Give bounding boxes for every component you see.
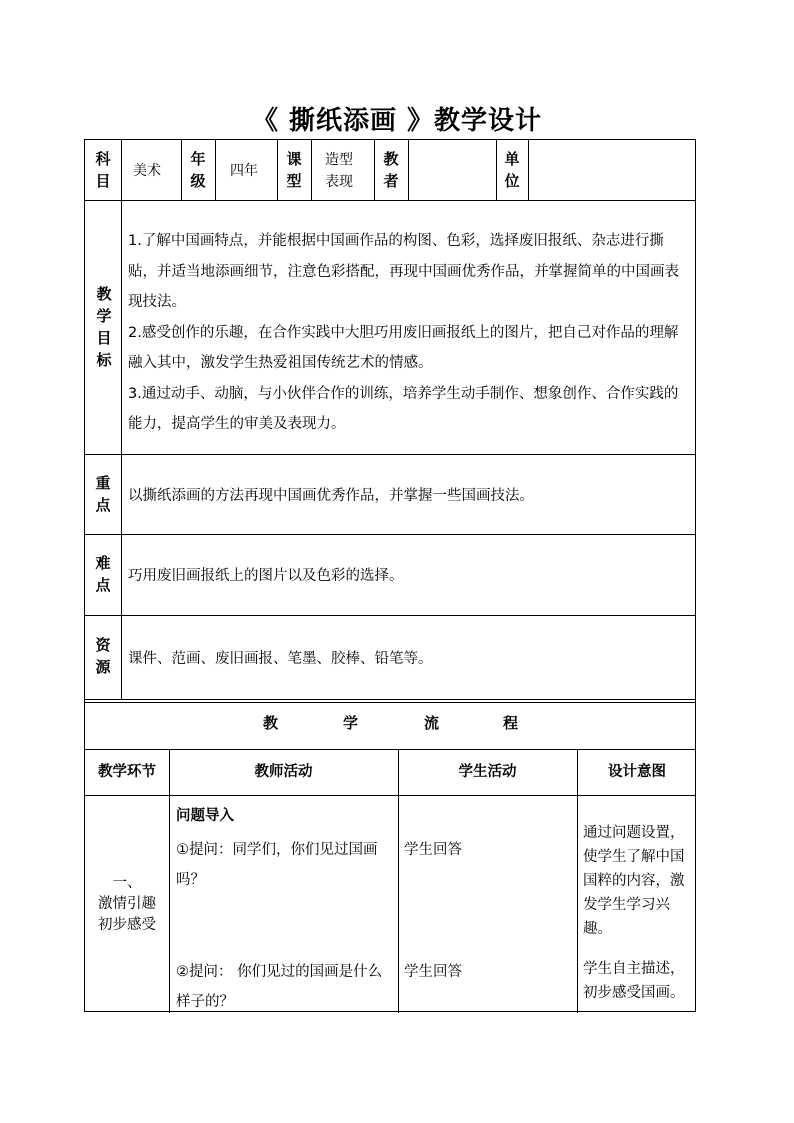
lesson-plan-table [84, 139, 696, 1012]
row-divider [85, 615, 695, 616]
teacher-question: ①提问：同学们，你们见过国画吗？ [176, 842, 378, 888]
col-divider [528, 140, 529, 200]
flow-title-char: 程 [503, 714, 519, 732]
objectives-label: 教学目标 [96, 285, 112, 369]
row-divider [85, 454, 695, 455]
student-answer: 学生回答 [404, 964, 462, 980]
col-divider [169, 749, 170, 1013]
subject-value: 美术 [133, 163, 161, 179]
objective-item: 3.通过动手、动脑，与小伙伴合作的训练，培养学生动手制作、想象创作、合作实践的能力，提高学生的审美及表现力。 [128, 385, 679, 432]
grade-label: 年级 [190, 150, 206, 190]
teacher-label: 教者 [383, 150, 399, 190]
row-divider [85, 534, 695, 535]
subject-label: 科目 [95, 150, 111, 190]
row-divider [85, 702, 695, 703]
difficulty-text: 巧用废旧画报纸上的图片以及色彩的选择。 [128, 568, 404, 584]
flow-title-char: 流 [424, 714, 440, 732]
resources-text: 课件、范画、废旧画报、笔墨、胶棒、铅笔等。 [128, 651, 433, 667]
document-title: 《 撕纸添画 》教学设计 [251, 106, 543, 136]
teacher-question: ②提问： 你们见过的国画是什么样子的？ [176, 964, 383, 1010]
col-divider [311, 140, 312, 200]
col-divider [577, 749, 578, 1013]
row-divider [85, 200, 695, 201]
design-intent: 通过问题设置，使学生了解中国国粹的内容，激发学生学习兴趣。 [583, 825, 685, 937]
flow-title-char: 教 [263, 714, 279, 732]
flow-header-stage: 教学环节 [98, 764, 156, 780]
flow-header-intent: 设计意图 [608, 764, 666, 780]
teacher-activity-heading: 问题导入 [176, 808, 234, 824]
col-divider [121, 200, 122, 699]
col-divider [121, 140, 122, 200]
row-divider [85, 795, 695, 796]
type-value: 造型表现 [325, 152, 353, 190]
student-answer: 学生回答 [404, 842, 462, 858]
flow-header-teacher: 教师活动 [254, 764, 313, 780]
objective-item: 1.了解中国画特点，并能根据中国画作品的构图、色彩，选择废旧报纸、杂志进行撕贴，并适当地添画细节，注意色彩搭配，再现中国画优秀作品，并掌握简单的中国画表现技法。 [128, 233, 679, 310]
stage-number: 一、 [112, 875, 142, 891]
stage-name-line: 初步感受 [98, 917, 156, 933]
unit-label: 单位 [504, 150, 520, 190]
key-point-text: 以撕纸添画的方法再现中国画优秀作品，并掌握一些国画技法。 [128, 488, 534, 504]
difficulty-label: 难点 [95, 554, 111, 594]
design-intent: 学生自主描述，初步感受国画。 [583, 961, 685, 1001]
col-divider [398, 749, 399, 1013]
stage-name-line: 激情引趣 [98, 896, 156, 912]
col-divider [181, 140, 182, 200]
row-divider [85, 699, 695, 700]
resources-label: 资源 [95, 636, 111, 676]
objective-item: 2.感受创作的乐趣，在合作实践中大胆巧用废旧画报纸上的图片，把自己对作品的理解融入其中，激发学生热爱祖国传统艺术的情感。 [128, 324, 679, 371]
objectives-list [128, 226, 690, 440]
type-label: 课型 [286, 150, 302, 190]
row-divider [85, 749, 695, 750]
col-divider [277, 140, 278, 200]
flow-header-student: 学生活动 [458, 764, 517, 780]
col-divider [215, 140, 216, 200]
col-divider [374, 140, 375, 200]
flow-stage-cell [85, 873, 169, 936]
col-divider [496, 140, 497, 200]
col-divider [408, 140, 409, 200]
grade-value: 四年 [230, 163, 258, 179]
key-point-label: 重点 [95, 474, 111, 514]
flow-title-char: 学 [343, 714, 359, 732]
